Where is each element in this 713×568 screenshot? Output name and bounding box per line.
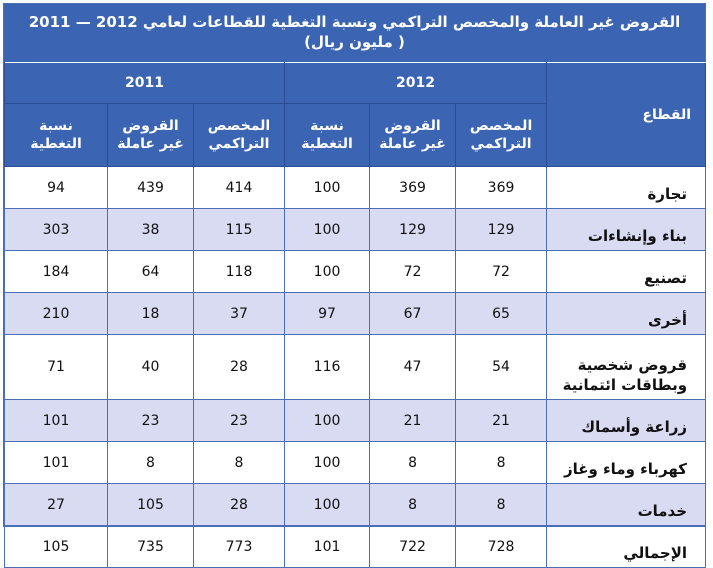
header-sector: القطاع [547, 63, 706, 167]
provision-2012-cell: 369 [456, 167, 547, 209]
npl-2012-cell: 72 [370, 251, 456, 293]
npl-table [4, 62, 706, 568]
header-coverage-line1: نسبة [39, 118, 73, 134]
provision-2011-cell: 118 [194, 251, 285, 293]
npl-2012-cell: 8 [370, 442, 456, 484]
provision-2011-cell: 773 [194, 526, 285, 568]
table-row [5, 293, 706, 335]
title-line-1: القروض غير العاملة والمخصص التراكمي ونسبة التغطية للقطاعات لعامي 2012 — 2011 [28, 13, 681, 31]
provision-2011-cell: 8 [194, 442, 285, 484]
npl-2011-cell: 64 [108, 251, 194, 293]
provision-2012-cell: 8 [456, 442, 547, 484]
coverage-2012-cell: 101 [285, 526, 370, 568]
header-row-years [5, 63, 706, 104]
header-npl-line1: القروض [384, 118, 441, 134]
npl-2012-cell: 369 [370, 167, 456, 209]
provision-2012-cell: 8 [456, 484, 547, 526]
sector-cell: بناء وإنشاءات [547, 209, 706, 251]
header-coverage-2012 [285, 104, 370, 167]
npl-table-container [3, 3, 706, 562]
provision-2012-cell: 65 [456, 293, 547, 335]
sector-cell: تجارة [547, 167, 706, 209]
header-year-2012: 2012 [285, 63, 547, 104]
coverage-2012-cell: 100 [285, 167, 370, 209]
coverage-2012-cell: 100 [285, 209, 370, 251]
npl-2011-cell: 8 [108, 442, 194, 484]
table-title [4, 4, 705, 62]
header-provision-2011 [194, 104, 285, 167]
header-coverage-2011 [5, 104, 108, 167]
table-row [5, 335, 706, 400]
coverage-2011-cell: 94 [5, 167, 108, 209]
npl-2012-cell: 8 [370, 484, 456, 526]
npl-2011-cell: 23 [108, 400, 194, 442]
sector-cell: تصنيع [547, 251, 706, 293]
npl-2012-cell: 129 [370, 209, 456, 251]
npl-2012-cell: 722 [370, 526, 456, 568]
provision-2012-cell: 728 [456, 526, 547, 568]
npl-2011-cell: 439 [108, 167, 194, 209]
sector-cell: خدمات [547, 484, 706, 526]
provision-2011-cell: 414 [194, 167, 285, 209]
provision-2012-cell: 54 [456, 335, 547, 400]
provision-2012-cell: 21 [456, 400, 547, 442]
sector-cell: قروض شخصية وبطاقات ائتمانية [547, 335, 706, 400]
provision-2011-cell: 115 [194, 209, 285, 251]
provision-2012-cell: 129 [456, 209, 547, 251]
npl-2011-cell: 40 [108, 335, 194, 400]
title-line-2: ( مليون ريال) [304, 33, 405, 51]
table-row [5, 167, 706, 209]
header-coverage-line2: التغطية [30, 136, 82, 152]
coverage-2011-cell: 105 [5, 526, 108, 568]
table-row [5, 442, 706, 484]
coverage-2012-cell: 97 [285, 293, 370, 335]
sector-cell-total: الإجمالي [547, 526, 706, 568]
header-npl-2011 [108, 104, 194, 167]
npl-2012-cell: 47 [370, 335, 456, 400]
header-npl-line2: غير عاملة [379, 136, 446, 152]
sector-cell: زراعة وأسماك [547, 400, 706, 442]
coverage-2011-cell: 101 [5, 400, 108, 442]
header-npl-line2: غير عاملة [117, 136, 184, 152]
coverage-2011-cell: 71 [5, 335, 108, 400]
npl-2012-cell: 21 [370, 400, 456, 442]
coverage-2012-cell: 100 [285, 400, 370, 442]
header-provision-2012 [456, 104, 547, 167]
provision-2011-cell: 28 [194, 335, 285, 400]
sector-cell: أخرى [547, 293, 706, 335]
coverage-2012-cell: 116 [285, 335, 370, 400]
npl-2012-cell: 67 [370, 293, 456, 335]
npl-2011-cell: 735 [108, 526, 194, 568]
sector-cell: كهرباء وماء وغاز [547, 442, 706, 484]
coverage-2012-cell: 100 [285, 442, 370, 484]
header-npl-2012 [370, 104, 456, 167]
provision-2012-cell: 72 [456, 251, 547, 293]
header-coverage-line2: التغطية [301, 136, 353, 152]
coverage-2011-cell: 210 [5, 293, 108, 335]
npl-2011-cell: 18 [108, 293, 194, 335]
provision-2011-cell: 28 [194, 484, 285, 526]
npl-2011-cell: 38 [108, 209, 194, 251]
provision-2011-cell: 23 [194, 400, 285, 442]
header-provision-line2: التراكمي [208, 136, 270, 152]
table-row-total [5, 526, 706, 568]
coverage-2011-cell: 184 [5, 251, 108, 293]
coverage-2012-cell: 100 [285, 484, 370, 526]
table-row [5, 484, 706, 526]
header-year-2011: 2011 [5, 63, 285, 104]
coverage-2011-cell: 27 [5, 484, 108, 526]
header-provision-line1: المخصص [207, 118, 271, 134]
npl-2011-cell: 105 [108, 484, 194, 526]
header-provision-line2: التراكمي [470, 136, 532, 152]
coverage-2011-cell: 303 [5, 209, 108, 251]
coverage-2012-cell: 100 [285, 251, 370, 293]
table-row [5, 251, 706, 293]
header-npl-line1: القروض [122, 118, 179, 134]
table-row [5, 209, 706, 251]
table-row [5, 400, 706, 442]
provision-2011-cell: 37 [194, 293, 285, 335]
header-coverage-line1: نسبة [310, 118, 344, 134]
coverage-2011-cell: 101 [5, 442, 108, 484]
header-provision-line1: المخصص [469, 118, 533, 134]
